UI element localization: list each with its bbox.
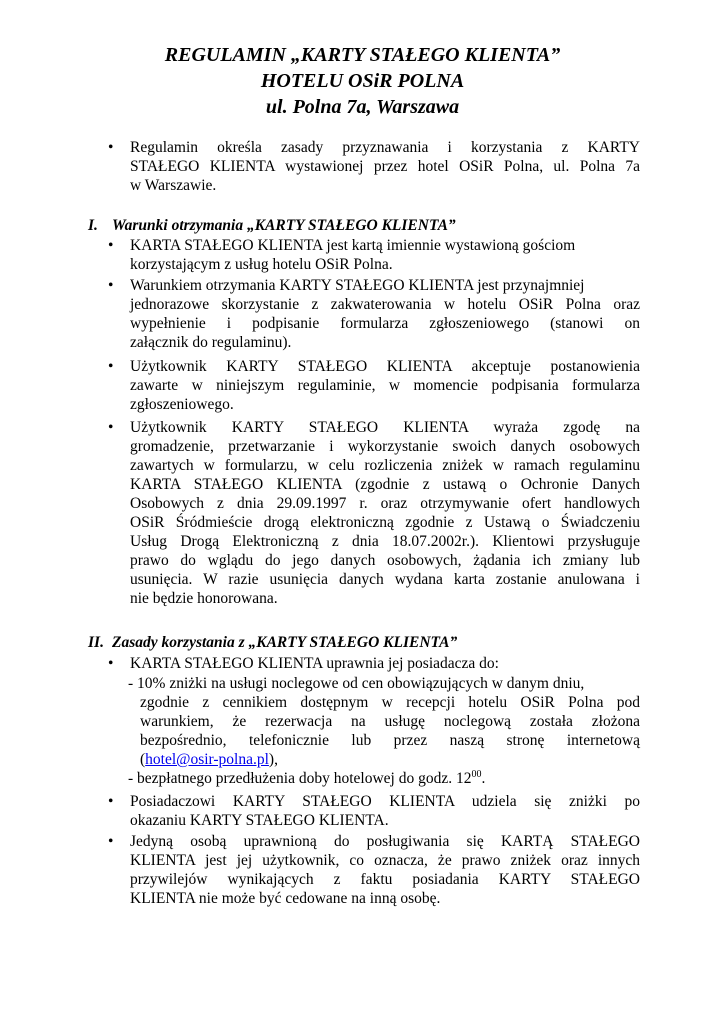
item-line: przywilejów wynikających z faktu posiadania KARTY STAŁEGO xyxy=(130,871,640,888)
item-line: Użytkownik KARTY STAŁEGO KLIENTA akceptuje postanowienia xyxy=(130,358,640,375)
discount-line: bezpośrednio, telefonicznie lub przez naszą stronę internetową xyxy=(140,732,640,749)
bullet-icon: • xyxy=(108,419,114,436)
extension-end: . xyxy=(481,770,486,787)
section-1-item xyxy=(108,357,640,414)
title-line-1: REGULAMIN „KARTY STAŁEGO KLIENTA” xyxy=(164,44,561,66)
item-line: Użytkownik KARTY STAŁEGO KLIENTA wyraża zgodę na xyxy=(130,419,640,436)
discount-line: warunkiem, że rezerwacja na usługę noclegową została złożona xyxy=(140,713,640,730)
item-line: KLIENTA jest jej użytkownik, co oznacza, że prawo zniżek oraz innych xyxy=(130,852,640,869)
section-2-item xyxy=(108,832,640,908)
item-line: Osobowych z dnia 29.09.1997 r. oraz otrzymywanie ofert handlowych xyxy=(130,495,640,512)
item-line: KARTA STAŁEGO KLIENTA uprawnia jej posiadacza do: xyxy=(130,655,499,672)
section-1-heading xyxy=(88,216,456,235)
extension-text: - bezpłatnego przedłużenia doby hotelowej do godz. 12 xyxy=(128,770,472,787)
intro-line: STAŁEGO KLIENTA wystawionej przez hotel OSiR Polna, ul. Polna 7a xyxy=(130,158,640,175)
title-line-2: HOTELU OSiR POLNA xyxy=(260,70,465,92)
item-line: Jedyną osobą uprawnioną do posługiwania się KARTĄ STAŁEGO xyxy=(130,833,640,850)
section-1-number: I. xyxy=(88,217,98,234)
email-link[interactable]: hotel@osir-polna.pl xyxy=(145,751,269,768)
item-line: gromadzenie, przetwarzanie i wykorzystanie swoich danych osobowych xyxy=(130,438,640,455)
item-line: wypełnienie i podpisanie formularza zgłoszeniowego (stanowi on xyxy=(130,315,640,332)
email-close: ), xyxy=(268,751,278,768)
item-line: Warunkiem otrzymania KARTY STAŁEGO KLIENTA jest przynajmniej xyxy=(130,277,585,294)
section-1-title: Warunki otrzymania „KARTY STAŁEGO KLIENTA” xyxy=(112,217,456,234)
item-line: OSiR Śródmieście drogą elektroniczną zgodnie z Ustawą o Świadczeniu xyxy=(130,514,640,531)
bullet-icon: • xyxy=(108,833,114,850)
item-line: zgłoszeniowego. xyxy=(130,396,234,413)
item-line: jednorazowe skorzystanie z zakwaterowania w hotelu OSiR Polna oraz xyxy=(130,296,640,313)
email-line xyxy=(140,750,640,769)
item-line: KLIENTA nie może być cedowane na inną osobę. xyxy=(130,890,441,907)
discount-line: - 10% zniżki na usługi noclegowe od cen obowiązujących w danym dniu, xyxy=(128,675,585,692)
document-title xyxy=(0,42,725,120)
section-1-item xyxy=(108,236,640,274)
intro-line: w Warszawie. xyxy=(130,177,217,194)
item-line: usunięcia. W razie usunięcia danych wydana karta zostanie anulowana i xyxy=(130,571,640,588)
item-line: prawo do wglądu do jego danych osobowych, żądania ich zmiany lub xyxy=(130,552,640,569)
item-line: zawarte w niniejszym regulaminie, w momencie podpisania formularza xyxy=(130,377,640,394)
bullet-icon: • xyxy=(108,277,114,294)
section-1-item xyxy=(108,276,640,352)
bullet-icon: • xyxy=(108,237,114,254)
section-2-heading xyxy=(88,633,457,652)
intro-paragraph xyxy=(108,138,640,195)
bullet-icon: • xyxy=(108,358,114,375)
item-line: nie będzie honorowana. xyxy=(130,590,278,607)
extension-line xyxy=(128,769,640,788)
intro-line: Regulamin określa zasady przyznawania i korzystania z KARTY xyxy=(130,139,640,156)
email-open: ( xyxy=(140,751,146,768)
bullet-icon: • xyxy=(108,655,114,672)
section-2-number: II. xyxy=(88,634,104,651)
item-line: korzystającym z usług hotelu OSiR Polna. xyxy=(130,256,393,273)
bullet-icon: • xyxy=(108,139,114,156)
item-line: załącznik do regulaminu). xyxy=(130,334,292,351)
extension-sup: 00 xyxy=(471,768,482,780)
bullet-icon: • xyxy=(108,793,114,810)
discount-clause xyxy=(128,674,640,788)
item-line: zawartych w formularzu, w celu rozliczenia zniżek w ramach regulaminu xyxy=(130,457,640,474)
item-line: KARTA STAŁEGO KLIENTA (zgodnie z ustawą o Ochronie Danych xyxy=(130,476,640,493)
item-line: okazaniu KARTY STAŁEGO KLIENTA. xyxy=(130,812,389,829)
item-line: Posiadaczowi KARTY STAŁEGO KLIENTA udziela się zniżki po xyxy=(130,793,640,810)
section-1-item xyxy=(108,418,640,608)
section-2-item xyxy=(108,654,640,673)
item-line: Usług Drogą Elektroniczną z dnia 18.07.2002r.). Klientowi przysługuje xyxy=(130,533,640,550)
title-line-3: ul. Polna 7a, Warszawa xyxy=(265,96,460,118)
discount-line: zgodnie z cennikiem dostępnym w recepcji hotelu OSiR Polna pod xyxy=(140,694,640,711)
item-line: KARTA STAŁEGO KLIENTA jest kartą imiennie wystawioną gościom xyxy=(130,237,576,254)
section-2-title: Zasady korzystania z „KARTY STAŁEGO KLIENTA” xyxy=(112,634,458,651)
section-2-item xyxy=(108,792,640,830)
